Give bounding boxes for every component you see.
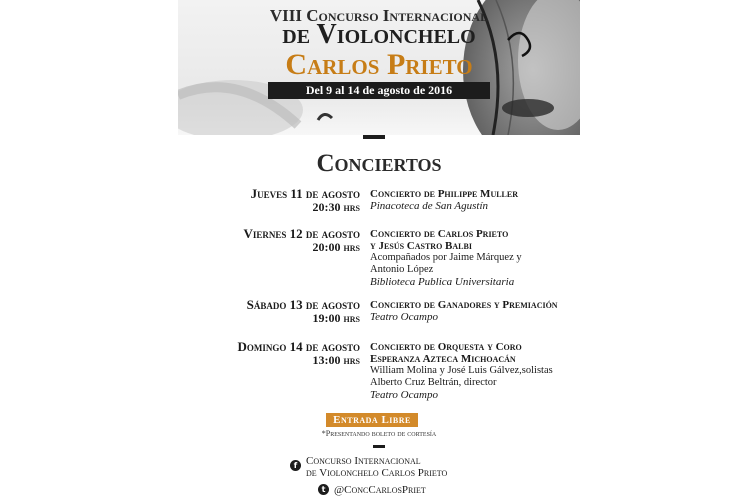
event-title: Concierto de Philippe Muller [370, 188, 519, 200]
event-details [370, 188, 580, 212]
event-time: 20:30 hrs [312, 200, 360, 214]
event-day: Viernes 12 de agosto [243, 226, 360, 241]
dates-banner: Del 9 al 14 de agosto de 2016 [268, 82, 490, 99]
event-time: 13:00 hrs [312, 353, 360, 367]
event-title: Esperanza Azteca Michoacán [370, 353, 516, 365]
event-day: Jueves 11 de agosto [250, 186, 360, 201]
event-details [370, 228, 580, 288]
free-entry-badge: Entrada Libre [326, 413, 418, 427]
entry-note: *Presentando boleto de cortesía [321, 429, 437, 438]
contest-edition-title: VIII Concurso Internacional [269, 6, 489, 25]
divider [373, 445, 385, 448]
event-details [370, 341, 580, 401]
event-day: Sábado 13 de agosto [246, 297, 360, 312]
facebook-line-2: de Violonchelo Carlos Prieto [306, 467, 448, 479]
facebook-icon: f [290, 460, 301, 471]
event-detail: Alberto Cruz Beltrán, director [370, 377, 497, 388]
event-time: 19:00 hrs [312, 311, 360, 325]
event-day: Domingo 14 de agosto [237, 339, 360, 354]
event-venue: Teatro Ocampo [370, 311, 438, 323]
event-detail: Antonio López [370, 264, 434, 275]
event-title: y Jesús Castro Balbi [370, 240, 472, 252]
event-venue: Pinacoteca de San Agustín [370, 200, 489, 212]
event-details [370, 299, 580, 323]
event-venue: Biblioteca Publica Universitaria [370, 276, 515, 288]
event-time: 20:00 hrs [312, 240, 360, 254]
facebook-page-name [306, 455, 447, 479]
facebook-line-1: Concurso Internacional [306, 455, 421, 467]
divider [363, 135, 385, 139]
section-title: Conciertos [316, 150, 442, 177]
header-banner [178, 0, 580, 135]
event-title: Concierto de Carlos Prieto [370, 228, 509, 240]
event-title: Concierto de Ganadores y Premiación [370, 299, 558, 311]
event-detail: William Molina y José Luis Gálvez,solistas [370, 365, 553, 376]
twitter-icon: t [318, 484, 329, 495]
event-title: Concierto de Orquesta y Coro [370, 341, 522, 353]
contest-name-title: Carlos Prieto [285, 48, 473, 81]
poster [178, 0, 580, 500]
twitter-handle: @ConcCarlosPriet [334, 484, 426, 496]
event-detail: Acompañados por Jaime Márquez y [370, 252, 522, 263]
event-venue: Teatro Ocampo [370, 389, 438, 401]
contest-instrument-title: de Violonchelo [282, 19, 476, 50]
